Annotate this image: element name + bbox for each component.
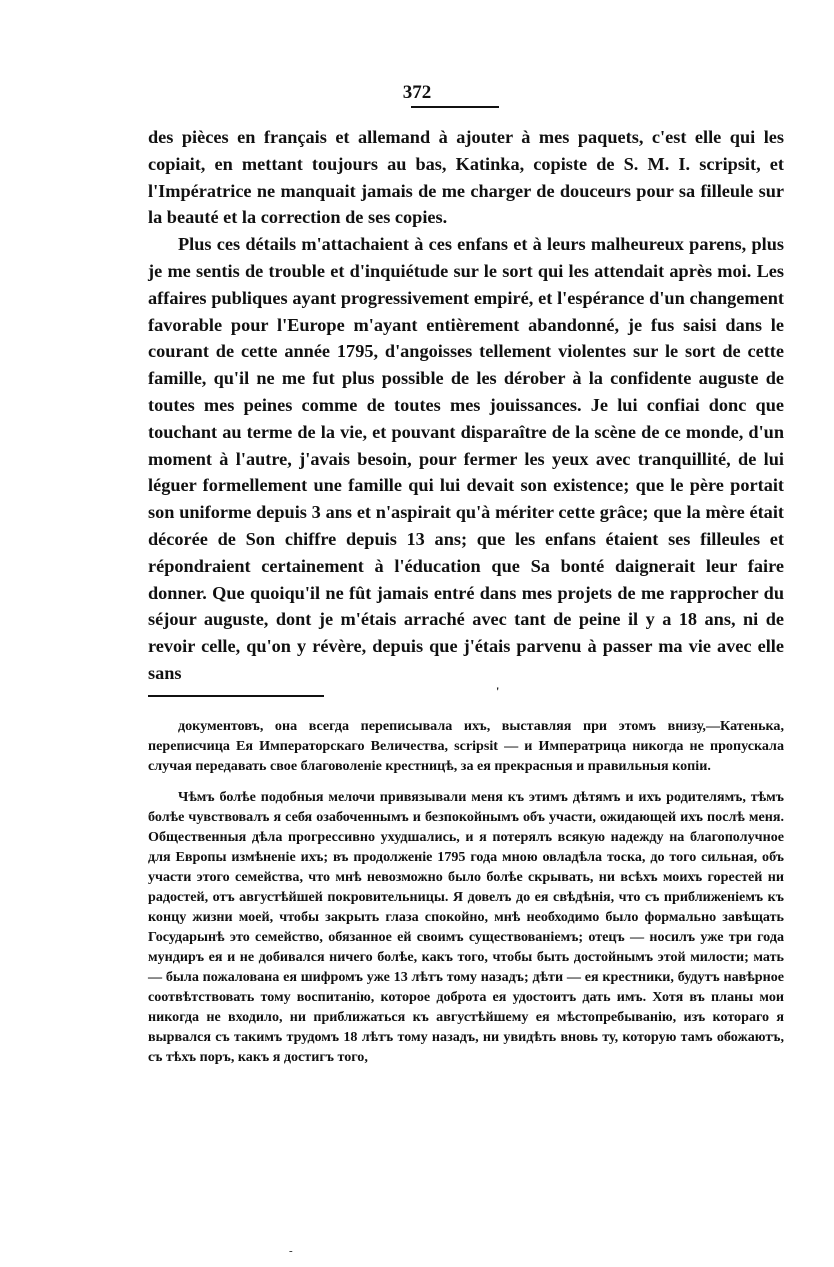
footnote-paragraph: документовъ, она всегда переписывала ихъ, выставляя при этомъ внизу,—Катенька, переписчица Ея Императорскаго Величества, scripsit — и Императрица никогда не пропускала случая передавать свое благоволеніе крестницѣ, за ея прекрасныя и правильныя копіи. xyxy=(148,718,784,774)
stray-mark: ' xyxy=(496,684,500,698)
footnote-paragraph: Чѣмъ болѣе подобныя мелочи привязывали меня къ этимъ дѣтямъ и ихъ родителямъ, тѣмъ болѣе чувствовалъ я себя озабоченнымъ и безпокойнымъ объ участи, ожидающей ихъ послѣ меня. Общественныя дѣла прогрессивно ухудшались, и я потерялъ всякую надежду на благополучное для Европы измѣненіе ихъ; въ продолженіе 1795 года мною овладѣла тоска, до того сильная, объ участи этого семейства, что мнѣ невозможно было болѣе скрывать, ни всѣхъ моихъ горестей ни радостей, отъ августѣйшей покровительницы. Я довелъ до ея свѣдѣнія, что съ приближеніемъ къ концу жизни моей, чтобы закрыть глаза спокойно, мнѣ необходимо было формально завѣщать Государынѣ это семейство, обязанное ей своимъ существованіемъ; отецъ — носилъ уже три года мундиръ ея и не добивался ничего болѣе, какъ того, чтобы быть достойнымъ этой милости; мать — была пожалована ея шифромъ уже 13 лѣтъ тому назадъ; дѣти — ея крестники, будутъ навѣрное соотвѣтствовать тому воспитанію, которое доброта ея удостоитъ дать имъ. Хотя въ планы мои никогда не входило, ни приближаться къ августѣйшему ея мѣстопребыванію, изъ котораго я вырвался съ такимъ трудомъ 18 лѣтъ тому назадъ, ни увидѣть вновь ту, которую тамъ обожаютъ, съ тѣхъ поръ, какъ я достигъ того, xyxy=(148,789,784,1065)
bottom-mark: - xyxy=(289,1245,293,1257)
page-number: 372 xyxy=(402,82,432,103)
main-paragraph: des pièces en français et allemand à ajouter à mes paquets, c'est elle qui les copiait, en mettant toujours au bas, Katinka, copiste de S. M. I. scripsit, et l'Impératrice ne manquait jamais de me charger de douceurs pour sa filleule sur la beauté et la correction de ses copies. xyxy=(148,127,784,228)
main-text xyxy=(148,124,784,687)
page-number-rule xyxy=(411,106,499,108)
main-paragraph: Plus ces détails m'attachaient à ces enfans et à leurs malheureux parens, plus je me sentis de trouble et d'inquiétude sur le sort qui les attendait après moi. Les affaires publiques ayant progressivement empiré, et l'espérance d'un changement favorable pour l'Europe m'ayant entièrement abandonné, je fus saisi dans le courant de cette année 1795, d'angoisses tellement violentes sur le sort de cette famille, qu'il ne me fut plus possible de les dérober à la confidente auguste de toutes mes peines comme de toutes mes jouissances. Je lui confiai donc que touchant au terme de la vie, et pouvant disparaître de la scène de ce monde, d'un moment à l'autre, j'avais besoin, pour fermer les yeux avec tranquillité, de lui léguer formellement une famille qui lui devait son existence; que le père portait son uniforme depuis 3 ans et n'aspirait qu'à mériter cette grâce; que la mère était décorée de Son chiffre depuis 13 ans; que les enfans étaient ses filleules et répondraient certainement à l'éducation que Sa bonté daignerait leur faire donner. Que quoiqu'il ne fût jamais entré dans mes projets de me rapprocher du séjour auguste, dont je m'étais arraché avec tant de peine il y a 18 ans, ni de revoir celle, qu'on y révère, depuis que j'étais parvenu à passer ma vie avec elle sans xyxy=(148,234,784,683)
footnote-rule xyxy=(148,695,324,697)
footnote-text xyxy=(148,716,784,1067)
